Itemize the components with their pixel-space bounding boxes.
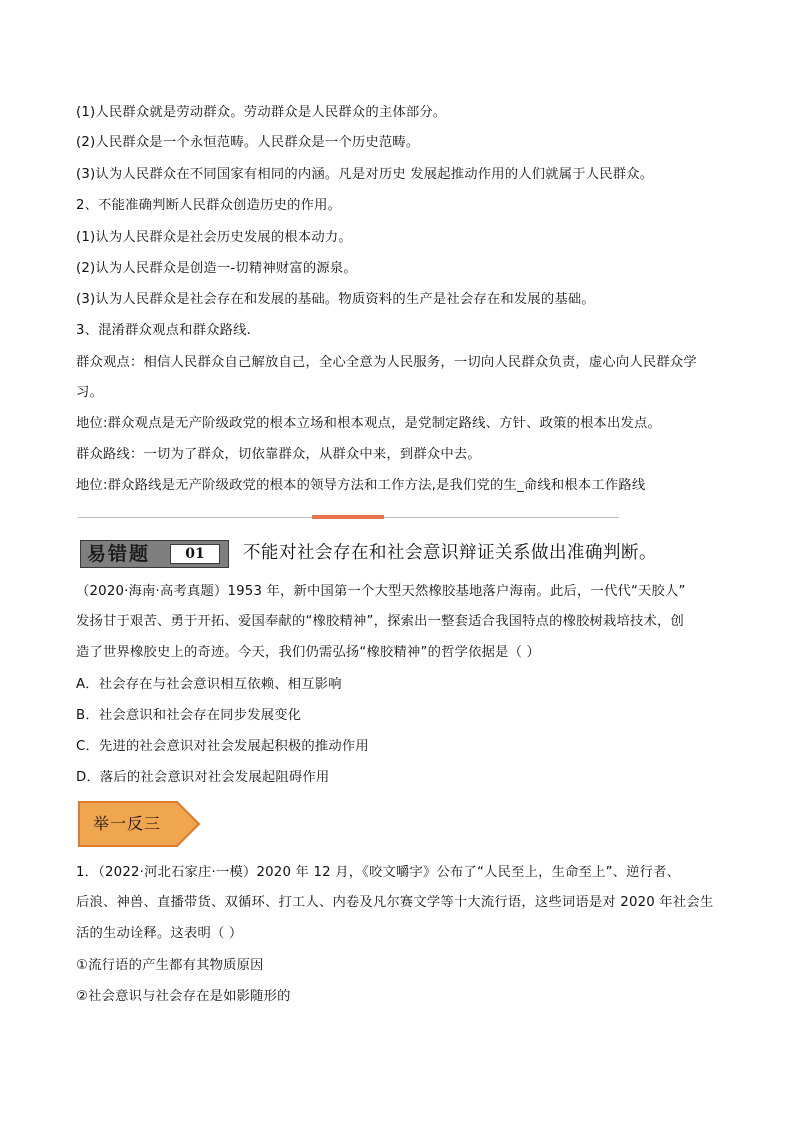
text-line: (2)人民群众是一个永恒范畴。人民群众是一个历史范畴。 [76,135,420,150]
text-line: 地位:群众路线是无产阶级政党的根本的领导方法和工作方法,是我们党的生_命线和根本工作路线 [76,478,646,493]
text-line: (1)认为人民群众是社会历史发展的根本动力。 [76,230,352,245]
error-title: 不能对社会存在和社会意识辩证关系做出准确判断。 [243,543,657,563]
option-d: D．落后的社会意识对社会发展起阻碍作用 [76,770,330,785]
practice-statement: ②社会意识与社会存在是如影随形的 [76,989,291,1004]
text-line: (3)认为人民群众是社会存在和发展的基础。物质资料的生产是社会存在和发展的基础。 [76,292,595,307]
text-line: 3、混淆群众观点和群众路线. [76,323,252,338]
question-line: 造了世界橡胶史上的奇迹。今天，我们仍需弘扬“橡胶精神”的哲学依据是（ ） [76,645,540,660]
question-line: 发扬甘于艰苦、勇于开拓、爱国奉献的“橡胶精神”，探索出一整套适合我国特点的橡胶树栽培技术，创 [76,614,685,629]
divider-accent [312,515,384,519]
badge-number: 01 [170,544,220,564]
text-line: 群众观点：相信人民群众自己解放自己，全心全意为人民服务，一切向人民群众负责，虚心向人民群众学 [76,355,697,370]
option-a: A．社会存在与社会意识相互依赖、相互影响 [76,677,342,692]
practice-line: 活的生动诠释。这表明（ ） [76,926,243,941]
practice-statement: ①流行语的产生都有其物质原因 [76,958,264,973]
text-line: (1)人民群众就是劳动群众。劳动群众是人民群众的主体部分。 [76,105,447,120]
question-line: （2020·海南·高考真题）1953 年，新中国第一个大型天然橡胶基地落户海南。此后，一代代“天胶人” [76,584,686,599]
option-c: C．先进的社会意识对社会发展起积极的推动作用 [76,739,369,754]
text-line: (3)认为人民群众在不同国家有相同的内涵。凡是对历史 发展起推动作用的人们就属于人民群众。 [76,167,654,182]
option-b: B．社会意识和社会存在同步发展变化 [76,708,302,723]
badge-label: 易错题 [87,543,151,565]
text-line: 群众路线：一切为了群众，切依靠群众，从群众中来，到群众中去。 [76,447,481,462]
practice-line: 后浪、神兽、直播带货、双循环、打工人、内卷及凡尔赛文学等十大流行语，这些词语是对 2020 年社会生 [76,895,714,910]
text-line: 2、不能准确判断人民群众创造历史的作用。 [76,198,342,213]
text-line: 习。 [76,385,103,400]
error-prone-badge [80,540,229,568]
practice-line: 1．（2022·河北石家庄·一模）2020 年 12 月，《咬文嚼字》公布了“人民至上，生命至上”、逆行者、 [76,865,681,880]
practice-tag-label: 举一反三 [93,814,162,833]
text-line: 地位:群众观点是无产阶级政党的根本立场和根本观点，是党制定路线、方针、政策的根本出发点。 [76,416,662,431]
text-line: (2)认为人民群众是创造一-切精神财富的源泉。 [76,261,357,276]
